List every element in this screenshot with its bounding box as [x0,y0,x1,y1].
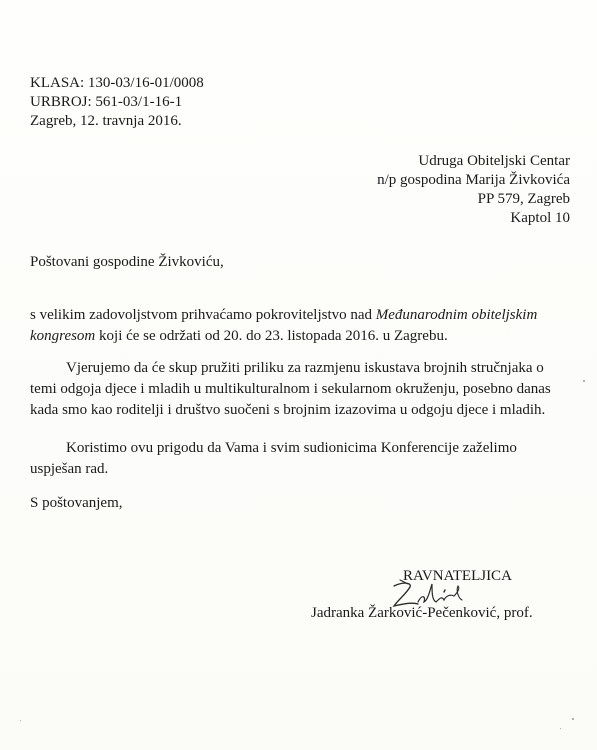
congress-name: Međunarodnim obiteljskim kongresom [30,307,538,344]
signatory-title: RAVNATELJICA [403,568,512,584]
scan-speck [20,720,21,721]
paragraph-1-text-b: koji će se održati od 20. do 23. listopada 2016. u Zagrebu. [95,328,448,344]
urbroj-line: URBROJ: 561-03/1-16-1 [30,94,183,110]
scan-speck [560,728,561,729]
signatory-name: Jadranka Žarković-Pečenković, prof. [311,605,533,621]
recipient-organization: Udruga Obiteljski Centar [418,153,570,169]
klasa-line: KLASA: 130-03/16-01/0008 [30,75,204,91]
closing: S poštovanjem, [30,495,123,511]
paragraph-2: Vjerujemo da će skup pružiti priliku za razmjenu iskustava brojnih stručnjaka o temi odgoja djece i mladih u multikulturalnom i sekularnom okruženju, posebno danas kada smo kao roditelji i društvo suočeni s brojnim izazovima u odgoju djece i mladih. [30,360,551,418]
paragraph-1-text-a: s velikim zadovoljstvom prihvaćamo pokroviteljstvo nad [30,307,376,323]
place-date-line: Zagreb, 12. travnja 2016. [30,113,182,129]
paragraph-3: Koristimo ovu prigodu da Vama i svim sudionicima Konferencije zaželimo uspješan rad. [30,440,517,477]
scan-speck [583,380,585,382]
recipient-attention: n/p gospodina Marija Živkovića [377,172,570,188]
salutation: Poštovani gospodine Živkoviću, [30,254,224,270]
paragraph-1 [30,305,570,347]
scan-speck [572,718,574,720]
recipient-street: Kaptol 10 [510,210,570,226]
recipient-po-box: PP 579, Zagreb [477,191,570,207]
